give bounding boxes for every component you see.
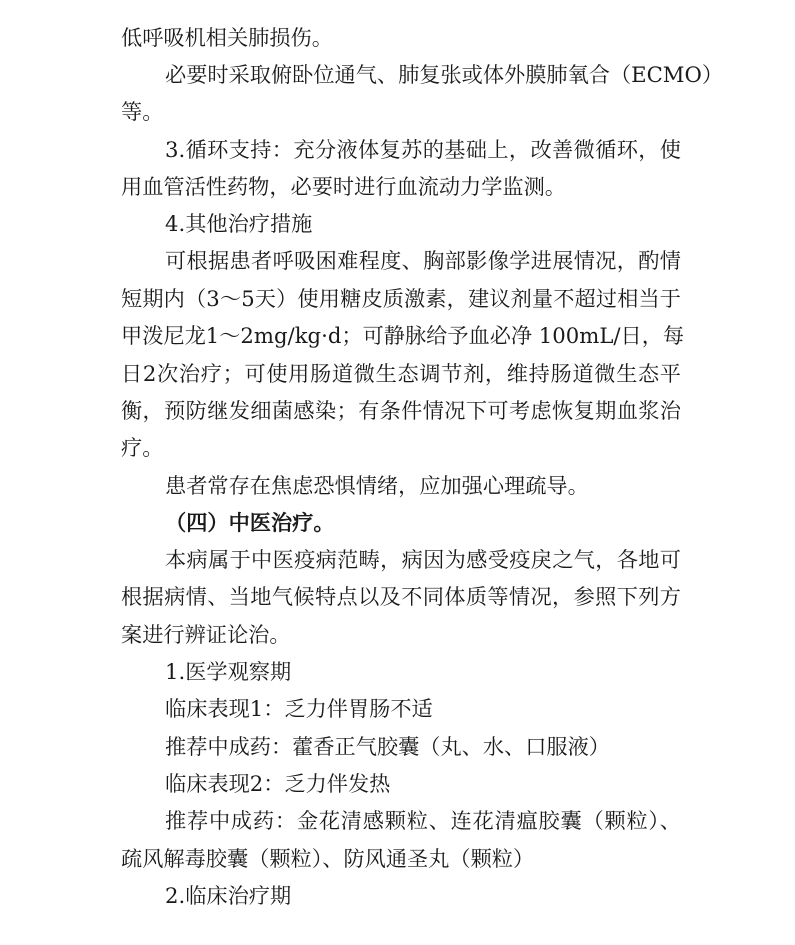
- text-line: 衡，预防继发细菌感染；有条件情况下可考虑恢复期血浆治: [121, 398, 681, 423]
- text-line: 等。: [121, 99, 164, 124]
- text-line: 用血管活性药物，必要时进行血流动力学监测。: [121, 174, 566, 199]
- text-line: 临床表现2：乏力伴发热: [165, 771, 391, 796]
- text-line: 疏风解毒胶囊（颗粒）、防风通圣丸（颗粒）: [121, 846, 535, 871]
- text-line: 本病属于中医疫病范畴，病因为感受疫戾之气，各地可: [165, 547, 681, 572]
- section-heading: （四）中医治疗。: [165, 510, 335, 535]
- text-line: 患者常存在焦虑恐惧情绪，应加强心理疏导。: [165, 473, 589, 498]
- text-line: 可根据患者呼吸困难程度、胸部影像学进展情况，酌情: [165, 248, 681, 273]
- text-line: 临床表现1：乏力伴胃肠不适: [165, 696, 433, 721]
- text-line: 甲泼尼龙1～2mg/kg·d；可静脉给予血必净 100mL/日，每: [121, 323, 685, 348]
- text-line: 日2次治疗；可使用肠道微生态调节剂，维持肠道微生态平: [121, 361, 681, 386]
- section-heading: 4.其他治疗措施: [165, 211, 313, 236]
- text-line: 根据病情、当地气候特点以及不同体质等情况，参照下列方: [121, 584, 681, 609]
- section-heading: 2.临床治疗期: [165, 883, 292, 908]
- text-line: 短期内（3～5天）使用糖皮质激素，建议剂量不超过相当于: [121, 286, 681, 311]
- text-line: 低呼吸机相关肺损伤。: [121, 25, 333, 50]
- section-heading: 1.医学观察期: [165, 659, 292, 684]
- text-line: 必要时采取俯卧位通气、肺复张或体外膜肺氧合（ECMO）: [165, 62, 724, 87]
- text-line: 推荐中成药：金花清感颗粒、连花清瘟胶囊（颗粒）、: [165, 808, 681, 833]
- text-line: 3.循环支持：充分液体复苏的基础上，改善微循环，使: [165, 137, 681, 162]
- text-line: 案进行辨证论治。: [121, 622, 291, 647]
- text-line: 推荐中成药：藿香正气胶囊（丸、水、口服液）: [165, 734, 610, 759]
- text-line: 疗。: [121, 435, 164, 460]
